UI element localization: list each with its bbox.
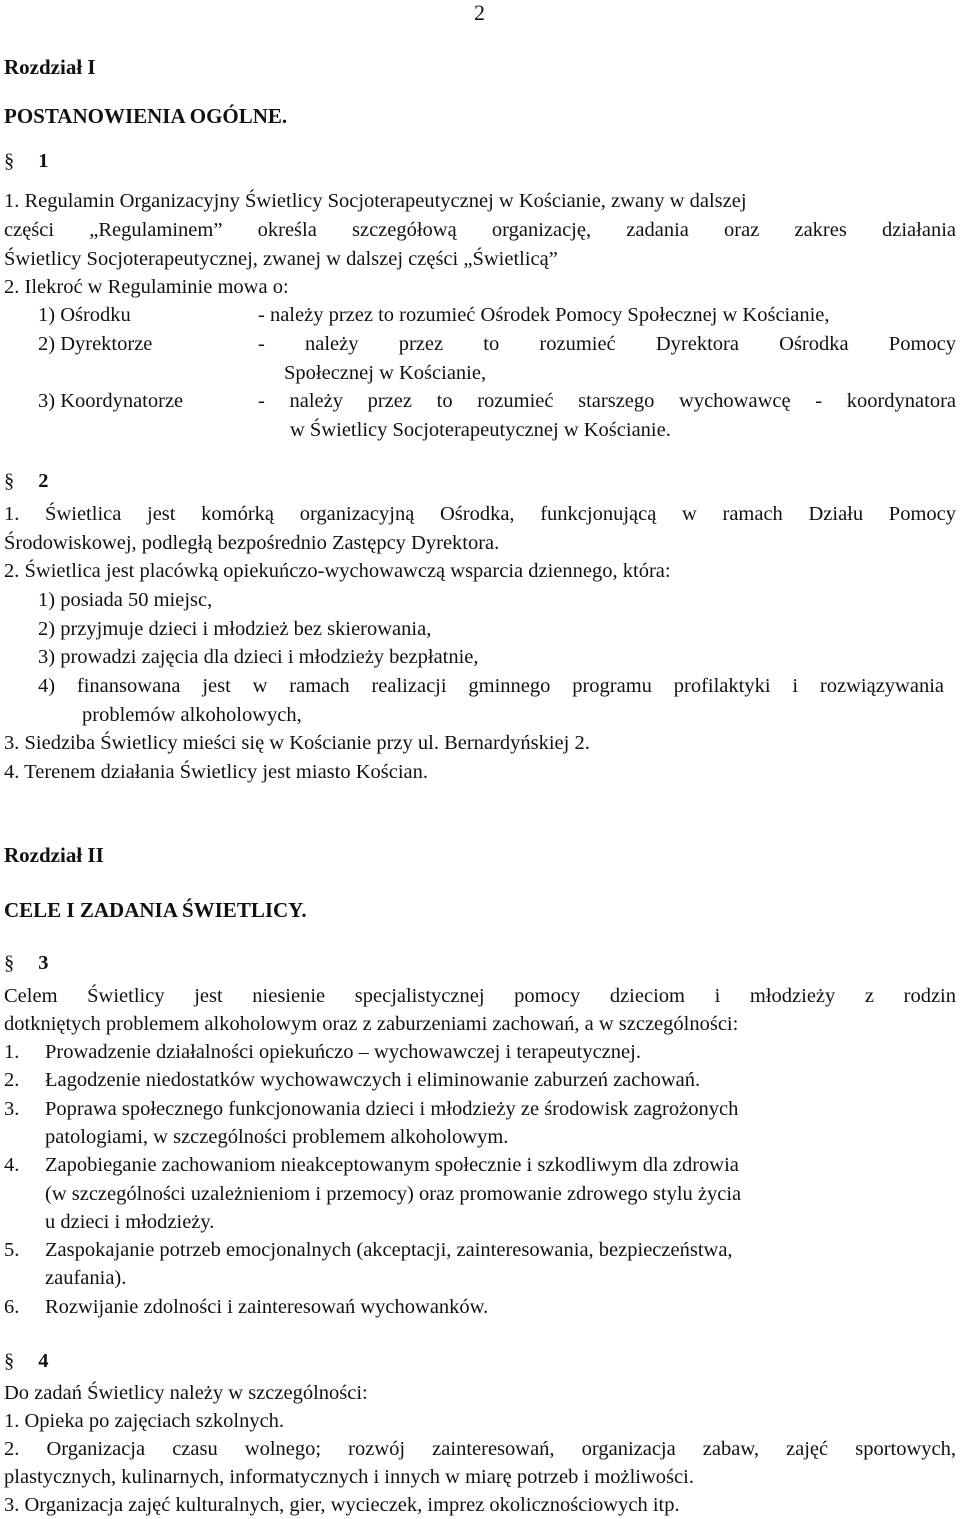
list-item-text: patologiami, w szczególności problemem alkoholowym.: [45, 1125, 509, 1148]
paragraph-line: 1. Świetlica jest komórką organizacyjną Ośrodka, funkcjonującą w ramach Działu Pomocy: [4, 503, 956, 525]
definition-term: 1) Ośrodku: [38, 304, 131, 326]
section-number: 1: [38, 150, 49, 172]
paragraph-line: 3. Siedziba Świetlicy mieści się w Kościanie przy ul. Bernardyńskiej 2.: [4, 732, 590, 754]
list-item-text: Łagodzenie niedostatków wychowawczych i eliminowanie zaburzeń zachowań.: [45, 1069, 701, 1092]
paragraph-line: 2. Świetlica jest placówką opiekuńczo-wychowawczą wsparcia dziennego, która:: [4, 560, 671, 582]
list-item: problemów alkoholowych,: [82, 704, 302, 726]
section-number: 2: [38, 470, 49, 492]
list-item-text: Rozwijanie zdolności i zainteresowań wychowanków.: [45, 1295, 489, 1318]
chapter-title: POSTANOWIENIA OGÓLNE.: [4, 104, 288, 128]
paragraph-line: 2. Ilekroć w Regulaminie mowa o:: [4, 276, 289, 298]
section-sign: §: [4, 470, 15, 492]
list-item-number: 6.: [4, 1295, 20, 1318]
list-item-text: Poprawa społecznego funkcjonowania dzieci i młodzieży ze środowisk zagrożonych: [45, 1097, 739, 1120]
list-item: 2) przyjmuje dzieci i młodzież bez skierowania,: [38, 618, 432, 640]
definition-term: 2) Dyrektorze: [38, 333, 153, 355]
list-item-number: 3.: [4, 1097, 20, 1120]
definition-term: 3) Koordynatorze: [38, 390, 184, 412]
chapter-label: Rozdział II: [4, 843, 104, 867]
paragraph-line: Celem Świetlicy jest niesienie specjalistycznej pomocy dzieciom i młodzieży z rodzin: [4, 985, 956, 1007]
list-item-text: (w szczególności uzależnieniom i przemocy) oraz promowanie zdrowego stylu życia: [45, 1182, 742, 1205]
paragraph-line: dotkniętych problemem alkoholowym oraz z zaburzeniami zachowań, a w szczególności:: [4, 1013, 739, 1035]
text-line: 1. Regulamin Organizacyjny Świetlicy Socjoterapeutycznej w Kościanie, zwany w dalszej: [4, 190, 747, 212]
chapter-title: CELE I ZADANIA ŚWIETLICY.: [4, 898, 307, 922]
paragraph-line: 4. Terenem działania Świetlicy jest miasto Kościan.: [4, 761, 429, 783]
list-item: 3) prowadzi zajęcia dla dzieci i młodzieży bezpłatnie,: [38, 646, 479, 668]
list-item-number: 5.: [4, 1239, 20, 1262]
page-number: 2: [474, 0, 485, 25]
list-item-text: Prowadzenie działalności opiekuńczo – wychowawczej i terapeutycznej.: [45, 1041, 641, 1063]
paragraph-line: [4, 188, 956, 214]
list-item-text: u dzieci i młodzieży.: [45, 1210, 215, 1233]
paragraph-line: Do zadań Świetlicy należy w szczególności:: [4, 1382, 368, 1404]
list-item-text: Zapobieganie zachowaniom nieakceptowanym społecznie i szkodliwym dla zdrowia: [45, 1154, 739, 1177]
paragraph-line: Świetlicy Socjoterapeutycznej, zwanej w dalszej części „Świetlicą”: [4, 248, 558, 270]
list-item-number: 1.: [4, 1041, 20, 1063]
section-sign: §: [4, 150, 15, 172]
section-number: 3: [38, 952, 49, 974]
list-item: 1. Opieka po zajęciach szkolnych.: [4, 1410, 285, 1432]
list-item-text: Zaspokajanie potrzeb emocjonalnych (akceptacji, zainteresowania, bezpieczeństwa,: [45, 1239, 733, 1262]
section-sign: §: [4, 952, 15, 974]
list-item-number: 4.: [4, 1154, 20, 1177]
list-item: 3. Organizacja zajęć kulturalnych, gier, wycieczek, imprez okolicznościowych itp.: [4, 1494, 680, 1516]
list-item-number: 2.: [4, 1069, 20, 1092]
section-heading: [4, 470, 49, 493]
paragraph-line: części „Regulaminem” określa szczegółową organizację, zadania oraz zakres działania: [4, 219, 956, 241]
definition-text: w Świetlicy Socjoterapeutycznej w Kościanie.: [290, 419, 671, 441]
list-item: plastycznych, kulinarnych, informatycznych i innych w miarę potrzeb i możliwości.: [4, 1466, 694, 1488]
section-number: 4: [38, 1350, 49, 1372]
section-heading: [4, 952, 49, 975]
list-item: 4) finansowana jest w ramach realizacji gminnego programu profilaktyki i rozwiązywania: [38, 675, 944, 697]
definition-text: - należy przez to rozumieć Ośrodek Pomocy Społecznej w Kościanie,: [258, 304, 830, 326]
list-item-text: zaufania).: [45, 1267, 127, 1290]
list-item: 1) posiada 50 miejsc,: [38, 589, 213, 611]
chapter-label: Rozdział I: [4, 55, 96, 79]
paragraph-line: Środowiskowej, podległą bezpośrednio Zastępcy Dyrektora.: [4, 532, 500, 554]
section-heading: [4, 150, 49, 173]
definition-text: - należy przez to rozumieć Dyrektora Ośrodka Pomocy: [258, 333, 956, 355]
definition-text: - należy przez to rozumieć starszego wychowawcę - koordynatora: [258, 390, 956, 412]
list-item: 2. Organizacja czasu wolnego; rozwój zainteresowań, organizacja zabaw, zajęć sportowych,: [4, 1438, 956, 1460]
definition-text: Społecznej w Kościanie,: [284, 362, 487, 384]
section-sign: §: [4, 1350, 15, 1372]
section-heading: [4, 1350, 49, 1373]
